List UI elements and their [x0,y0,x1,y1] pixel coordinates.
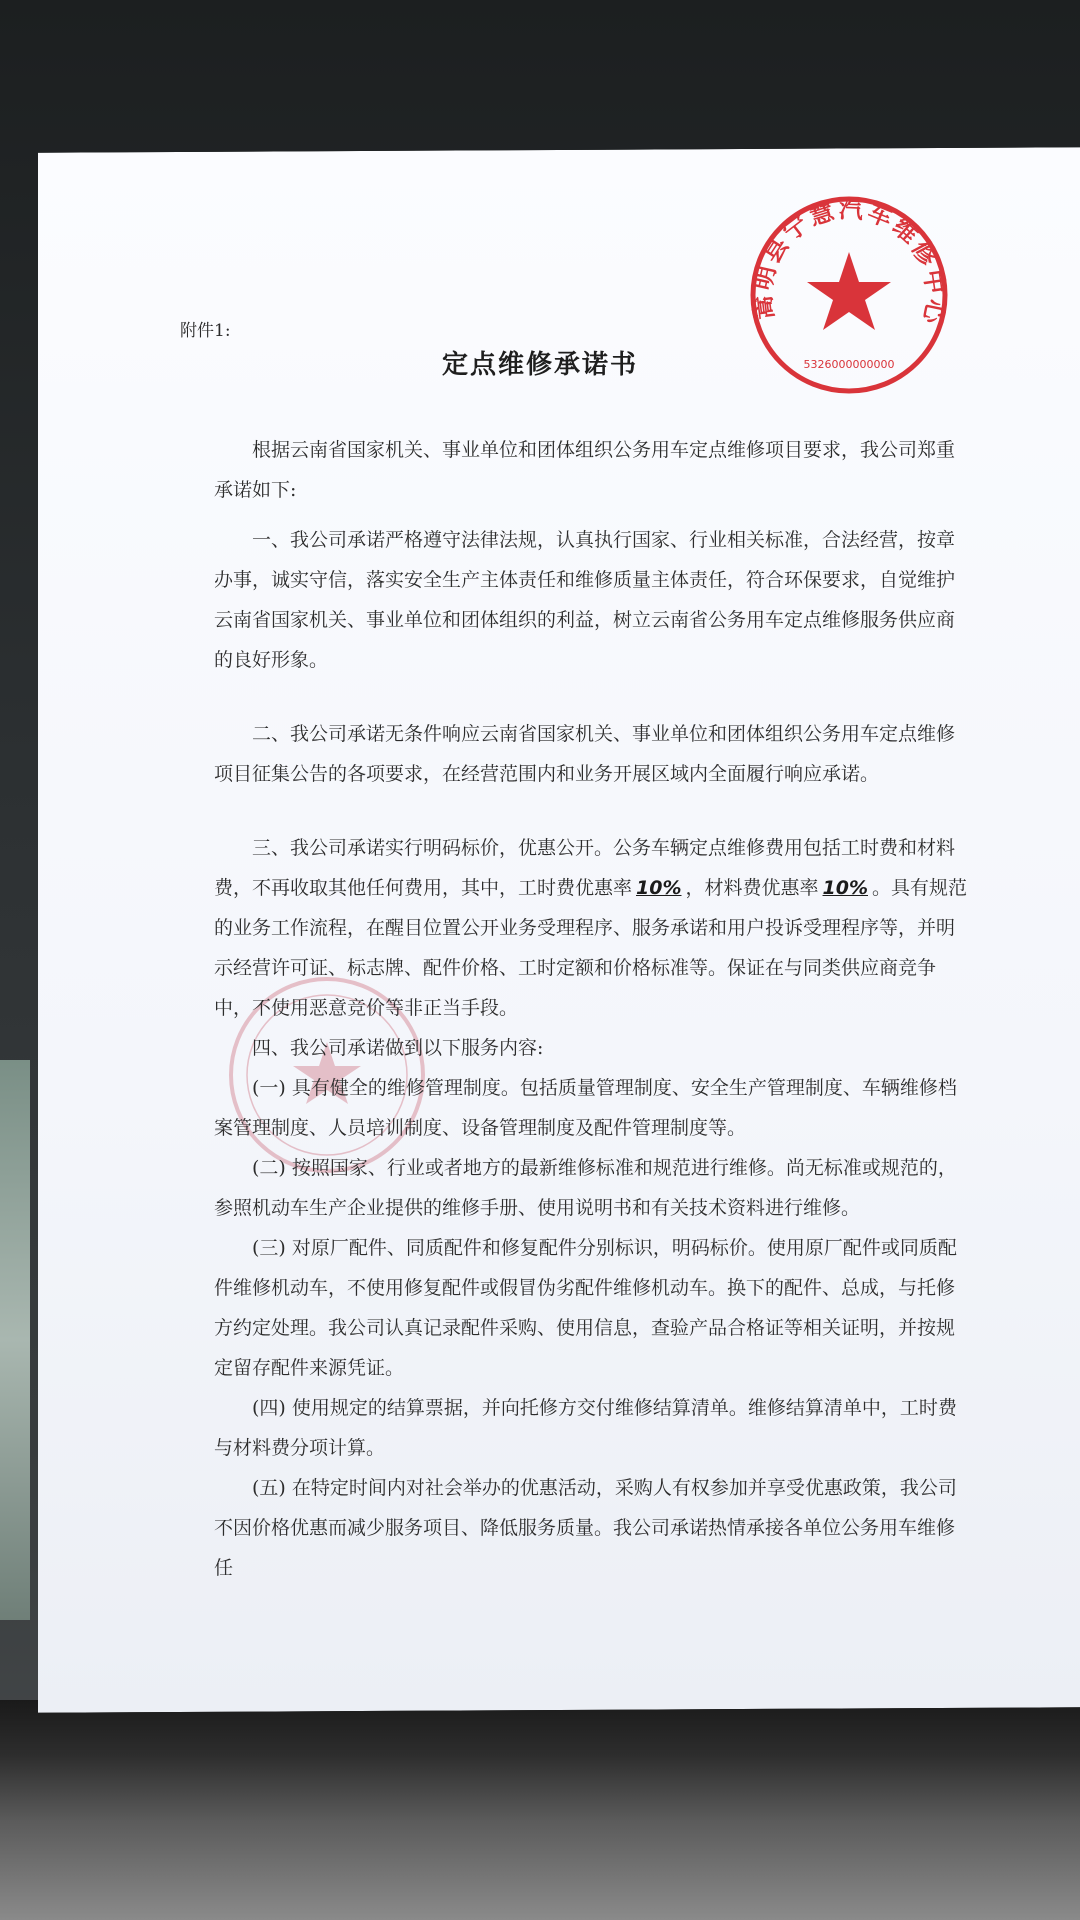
seal-star-icon [807,252,891,330]
background-object [0,1060,30,1620]
commitment-3-text-b: ，材料费优惠率 [685,877,819,899]
intro-paragraph: 根据云南省国家机关、事业单位和团体组织公务用车定点维修项目要求，我公司郑重承诺如下: [214,439,956,501]
seal-code-text: 5326000000000 [803,358,895,371]
commitment-1: 一、我公司承诺严格遵守法律法规，认真执行国家、行业相关标准，合法经营，按章办事，诚实守信，落实安全生产主体责任和维修质量主体责任，符合环保要求，自觉维护云南省国家机关、事业单位和团体组织的利益，树立云南省公务用车定点维修服务供应商的良好形象。 [214,529,956,671]
attachment-label: 附件1: [180,321,231,341]
company-seal [744,190,954,400]
document-title: 定点维修承诺书 [441,350,638,380]
service-item-1: (一) 具有健全的维修管理制度。包括质量管理制度、安全生产管理制度、车辆维修档案管理制度、人员培训制度、设备管理制度及配件管理制度等。 [214,1077,957,1139]
service-item-3: (三) 对原厂配件、同质配件和修复配件分别标识，明码标价。使用原厂配件或同质配件维修机动车，不使用修复配件或假冒伪劣配件维修机动车。换下的配件、总成，与托修方约定处理。我公司认真记录配件采购、使用信息，查验产品合格证等相关证明，并按规定留存配件来源凭证。 [214,1237,957,1379]
service-item-4: (四) 使用规定的结算票据，并向托修方交付维修结算清单。维修结算清单中，工时费与材料费分项计算。 [214,1397,957,1459]
desk-edge [0,1700,1080,1920]
commitment-2: 二、我公司承诺无条件响应云南省国家机关、事业单位和团体组织公务用车定点维修项目征集公告的各项要求，在经营范围内和业务开展区域内全面履行响应承诺。 [214,723,956,785]
commitment-4: 四、我公司承诺做到以下服务内容: [252,1037,544,1059]
commitment-3-text-a: 三、我公司承诺实行明码标价，优惠公开。公务车辆定点维修费用包括工时费和材料费，不再收取其他任何费用，其中，工时费优惠率 [214,837,956,899]
service-item-5: (五) 在特定时间内对社会举办的优惠活动，采购人有权参加并享受优惠政策，我公司不因价格优惠而减少服务项目、降低服务质量。我公司承诺热情承接各单位公务用车维修任 [214,1477,957,1579]
material-discount-value: 10% [822,877,868,899]
service-item-2: (二) 按照国家、行业或者地方的最新维修标准和规范进行维修。尚无标准或规范的，参照机动车生产企业提供的维修手册、使用说明书和有关技术资料进行维修。 [214,1157,957,1219]
seal-name-text: 嵩明县宁慧汽车维修中心 [748,195,950,329]
commitment-3 [214,828,970,1028]
labor-discount-value: 10% [636,877,682,899]
document-body [214,430,970,1588]
commitment-3-text-c: 。具有规范的业务工作流程，在醒目位置公开业务受理程序、服务承诺和用户投诉受理程序等，并明示经营许可证、标志牌、配件价格、工时定额和价格标准等。保证在与同类供应商竞争中，不使用恶意竞价等非正当手段。 [214,877,968,1019]
